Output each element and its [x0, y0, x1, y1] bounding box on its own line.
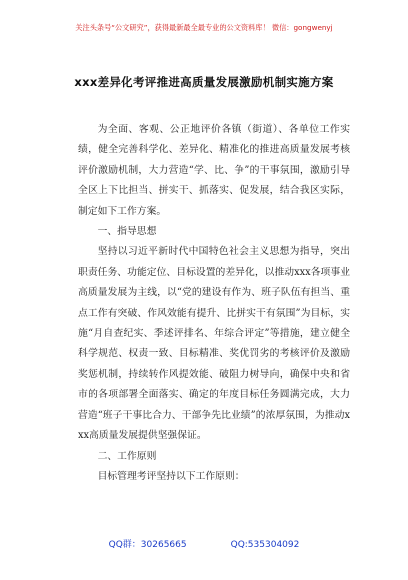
- guiding-ideology-paragraph: 坚持以习近平新时代中国特色社会主义思想为指导，突出职责任务、功能定位、目标设置的差异化，以推动xxx各项事业高质量发展为主线，以“党的建设有作为、班子队伍有担当、重点工作有突破、作风效能有提升、比拼实干有氛围”为目标，实施“月自查纪实、季述评排名、年综合评定”等措施，建立健全科学规范、权责一致、目标精准、奖优罚劣的考核评价及激励奖惩机制，持续转作风提效能、破阻力树导向，确保中央和省市的各项部署全面落实、确定的年度目标任务圆满完成，大力营造“班子干事比合力、干部争先比业绩”的浓厚氛围，为推动xxx高质量发展提供坚强保证。: [78, 246, 350, 442]
- document-body: [78, 120, 350, 487]
- intro-paragraph: 为全面、客观、公正地评价各镇（街道）、各单位工作实绩，健全完善科学化、差异化、精准化的推进高质量发展考核评价激励机制，大力营造“学、比、争”的干事氛围，激励引导全区上下比担当、拼实干、抓落实、促发展，结合我区实际，制定如下工作方案。: [78, 124, 350, 217]
- document-title: xxx差异化考评推进高质量发展激励机制实施方案: [74, 75, 334, 89]
- work-principles-paragraph: 目标管理考评坚持以下工作原则：: [97, 470, 245, 482]
- qq-number: QQ:535304092: [230, 540, 300, 550]
- footer-contact: [0, 537, 408, 550]
- section-heading-guiding-ideology: 一、指导思想: [97, 226, 157, 238]
- header-notice: 关注头条号“公文研究”，获得最新最全最专业的公文资料库！ 微信：gongwenyj: [75, 23, 333, 32]
- section-heading-work-principles: 二、工作原则: [97, 450, 157, 462]
- qq-group-number: QQ群：30265665: [108, 540, 187, 550]
